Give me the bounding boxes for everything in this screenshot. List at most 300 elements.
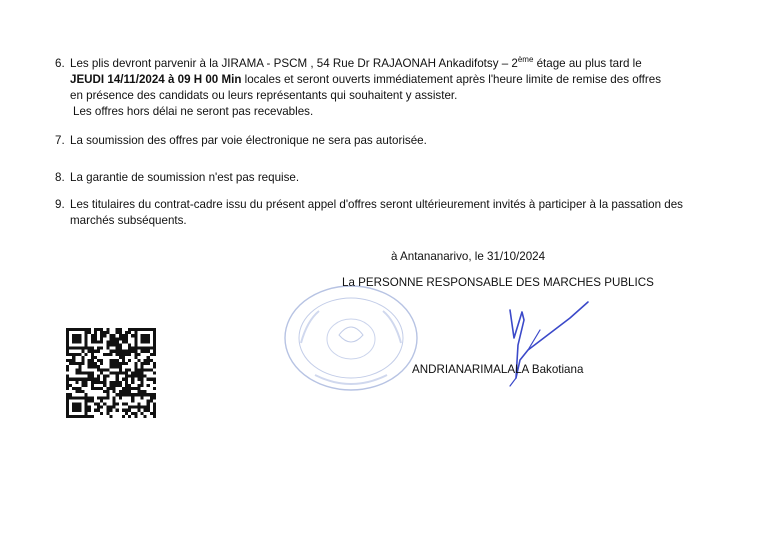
qr-module (100, 334, 103, 337)
qr-module (82, 328, 85, 331)
qr-module (106, 387, 109, 390)
qr-module (150, 347, 153, 350)
qr-module (106, 340, 109, 343)
qr-module (91, 381, 94, 384)
qr-module (153, 393, 156, 396)
qr-module (100, 337, 103, 340)
qr-module (122, 356, 125, 359)
qr-module (116, 328, 119, 331)
qr-module (100, 359, 103, 362)
qr-module (75, 328, 78, 331)
qr-module (131, 387, 134, 390)
qr-module (119, 356, 122, 359)
qr-module (106, 393, 109, 396)
qr-module (144, 337, 147, 340)
item-text: Les titulaires du contrat-cadre issu du présent appel d'offres seront ultérieurement invités à participer à la passation des (70, 198, 683, 211)
qr-module (78, 337, 81, 340)
qr-module (72, 340, 75, 343)
qr-module (113, 340, 116, 343)
qr-module (128, 328, 131, 331)
item-text: La garantie de soumission n'est pas requise. (70, 171, 300, 184)
qr-module (140, 347, 143, 350)
qr-module (140, 350, 143, 353)
qr-module (119, 365, 122, 368)
qr-module (137, 347, 140, 350)
qr-module (66, 381, 69, 384)
qr-module (97, 406, 100, 409)
qr-module (88, 365, 91, 368)
qr-module (125, 331, 128, 334)
qr-module (131, 371, 134, 374)
qr-module (147, 340, 150, 343)
qr-module (109, 409, 112, 412)
qr-module (131, 347, 134, 350)
qr-module (66, 334, 69, 337)
qr-module (91, 362, 94, 365)
qr-module (144, 362, 147, 365)
qr-module (116, 384, 119, 387)
qr-module (66, 375, 69, 378)
qr-module (72, 387, 75, 390)
qr-module (131, 412, 134, 415)
item-number: 7. (55, 134, 65, 147)
qr-module (116, 347, 119, 350)
qr-module (125, 340, 128, 343)
qr-module (116, 365, 119, 368)
qr-module (116, 381, 119, 384)
qr-module (147, 356, 150, 359)
qr-module (72, 334, 75, 337)
qr-module (100, 371, 103, 374)
qr-module (140, 378, 143, 381)
qr-module (106, 353, 109, 356)
qr-module (78, 371, 81, 374)
qr-module (125, 409, 128, 412)
qr-module (122, 371, 125, 374)
qr-module (153, 347, 156, 350)
qr-module (134, 328, 137, 331)
qr-module (125, 378, 128, 381)
qr-module (85, 409, 88, 412)
qr-module (78, 406, 81, 409)
qr-module (122, 415, 125, 418)
qr-module (134, 362, 137, 365)
qr-module (128, 375, 131, 378)
qr-module (153, 378, 156, 381)
qr-module (85, 384, 88, 387)
qr-module (103, 402, 106, 405)
qr-module (66, 399, 69, 402)
qr-module (119, 384, 122, 387)
qr-module (85, 328, 88, 331)
qr-module (134, 337, 137, 340)
qr-module (140, 337, 143, 340)
qr-module (119, 371, 122, 374)
qr-module (106, 396, 109, 399)
qr-module (128, 368, 131, 371)
qr-module (88, 409, 91, 412)
qr-module (125, 384, 128, 387)
qr-module (66, 387, 69, 390)
qr-module (122, 334, 125, 337)
qr-module (82, 350, 85, 353)
item-text: La soumission des offres par voie électronique ne sera pas autorisée. (70, 134, 427, 147)
qr-module (125, 387, 128, 390)
qr-module (78, 415, 81, 418)
qr-module (119, 350, 122, 353)
qr-module (122, 402, 125, 405)
qr-module (94, 387, 97, 390)
qr-module (100, 396, 103, 399)
qr-module (122, 337, 125, 340)
qr-module (85, 331, 88, 334)
qr-module (69, 359, 72, 362)
qr-module (140, 384, 143, 387)
qr-module (128, 331, 131, 334)
qr-module (75, 334, 78, 337)
qr-module (97, 375, 100, 378)
qr-module (82, 384, 85, 387)
qr-module (85, 334, 88, 337)
qr-module (153, 409, 156, 412)
qr-module (66, 368, 69, 371)
qr-module (109, 381, 112, 384)
qr-module (91, 365, 94, 368)
qr-module (147, 347, 150, 350)
qr-module (103, 331, 106, 334)
qr-module (82, 371, 85, 374)
qr-module (140, 368, 143, 371)
qr-module (88, 371, 91, 374)
qr-module (66, 402, 69, 405)
qr-module (100, 406, 103, 409)
qr-module (134, 371, 137, 374)
qr-module (85, 402, 88, 405)
qr-module (137, 359, 140, 362)
qr-module (72, 347, 75, 350)
qr-module (134, 356, 137, 359)
qr-module (113, 365, 116, 368)
qr-module (69, 328, 72, 331)
qr-module (66, 409, 69, 412)
item-number: 9. (55, 198, 65, 211)
qr-module (75, 409, 78, 412)
qr-module (153, 415, 156, 418)
qr-module (106, 406, 109, 409)
qr-module (91, 415, 94, 418)
qr-module (116, 409, 119, 412)
qr-module (113, 337, 116, 340)
qr-module (134, 350, 137, 353)
qr-module (113, 402, 116, 405)
qr-module (94, 409, 97, 412)
qr-module (153, 396, 156, 399)
qr-module (88, 378, 91, 381)
qr-module (78, 365, 81, 368)
qr-module (119, 347, 122, 350)
qr-module (85, 347, 88, 350)
qr-module (91, 396, 94, 399)
qr-module (128, 359, 131, 362)
qr-module (109, 353, 112, 356)
qr-module (116, 353, 119, 356)
qr-module (82, 390, 85, 393)
qr-module (69, 396, 72, 399)
qr-module (131, 406, 134, 409)
qr-module (75, 406, 78, 409)
qr-module (69, 393, 72, 396)
qr-module (134, 344, 137, 347)
qr-module (122, 378, 125, 381)
qr-module (66, 340, 69, 343)
qr-module (69, 347, 72, 350)
qr-module (85, 353, 88, 356)
qr-module (150, 359, 153, 362)
qr-module (88, 347, 91, 350)
qr-module (116, 331, 119, 334)
qr-module (153, 406, 156, 409)
qr-module (72, 353, 75, 356)
qr-module (106, 375, 109, 378)
qr-module (103, 396, 106, 399)
qr-module (128, 344, 131, 347)
qr-module (144, 350, 147, 353)
qr-module (113, 359, 116, 362)
qr-module (97, 396, 100, 399)
qr-module (82, 359, 85, 362)
qr-module (140, 381, 143, 384)
qr-module (131, 375, 134, 378)
qr-module (66, 359, 69, 362)
qr-module (97, 350, 100, 353)
qr-module (85, 337, 88, 340)
qr-module (66, 353, 69, 356)
qr-module (140, 396, 143, 399)
qr-module (100, 340, 103, 343)
qr-module (147, 393, 150, 396)
qr-module (106, 368, 109, 371)
qr-module (134, 365, 137, 368)
qr-module (85, 371, 88, 374)
qr-module (109, 384, 112, 387)
qr-module (85, 399, 88, 402)
qr-module (125, 371, 128, 374)
qr-module (106, 412, 109, 415)
qr-module (100, 347, 103, 350)
qr-module (137, 406, 140, 409)
qr-module (134, 368, 137, 371)
qr-module (119, 337, 122, 340)
item-text: marchés subséquents. (70, 214, 187, 227)
qr-module (72, 406, 75, 409)
qr-module (128, 350, 131, 353)
qr-module (153, 340, 156, 343)
qr-module (144, 340, 147, 343)
qr-module (72, 378, 75, 381)
qr-module (75, 415, 78, 418)
qr-module (82, 378, 85, 381)
qr-module (137, 368, 140, 371)
signatory-role: La PERSONNE RESPONSABLE DES MARCHES PUBLICS (342, 276, 654, 289)
item-7 (55, 133, 427, 149)
qr-module (137, 409, 140, 412)
qr-module (78, 347, 81, 350)
qr-module (88, 415, 91, 418)
qr-module (125, 390, 128, 393)
qr-module (100, 368, 103, 371)
qr-module (97, 340, 100, 343)
qr-module (91, 387, 94, 390)
qr-module (72, 337, 75, 340)
qr-module (113, 384, 116, 387)
qr-module (78, 396, 81, 399)
qr-module (78, 378, 81, 381)
qr-module (91, 378, 94, 381)
qr-module (97, 328, 100, 331)
qr-module (109, 359, 112, 362)
qr-module (78, 340, 81, 343)
qr-module (131, 399, 134, 402)
qr-module (144, 347, 147, 350)
item-number: 6. (55, 57, 65, 70)
qr-module (75, 402, 78, 405)
qr-module (134, 393, 137, 396)
qr-module (109, 415, 112, 418)
qr-module (140, 334, 143, 337)
qr-module (97, 368, 100, 371)
qr-module (94, 356, 97, 359)
qr-module (72, 356, 75, 359)
qr-module (100, 412, 103, 415)
qr-module (66, 331, 69, 334)
qr-module (72, 362, 75, 365)
qr-module (91, 334, 94, 337)
qr-module (66, 415, 69, 418)
qr-module (103, 384, 106, 387)
qr-module (147, 337, 150, 340)
qr-module (119, 396, 122, 399)
qr-module (153, 387, 156, 390)
qr-module (150, 353, 153, 356)
qr-module (122, 340, 125, 343)
qr-module (91, 353, 94, 356)
qr-module (153, 412, 156, 415)
qr-module (116, 359, 119, 362)
qr-module (125, 375, 128, 378)
qr-module (109, 406, 112, 409)
qr-module (94, 350, 97, 353)
qr-module (137, 353, 140, 356)
qr-module (85, 396, 88, 399)
qr-module (128, 387, 131, 390)
qr-module (82, 356, 85, 359)
qr-module (116, 340, 119, 343)
qr-module (147, 350, 150, 353)
qr-module (153, 328, 156, 331)
qr-module (144, 368, 147, 371)
qr-module (94, 340, 97, 343)
qr-module (116, 337, 119, 340)
qr-module (66, 384, 69, 387)
qr-module (91, 371, 94, 374)
qr-module (134, 406, 137, 409)
qr-module (153, 344, 156, 347)
item-text: Les offres hors délai ne seront pas recevables. (73, 105, 314, 118)
qr-module (106, 347, 109, 350)
qr-module (150, 396, 153, 399)
qr-module (153, 371, 156, 374)
qr-module (134, 340, 137, 343)
qr-module (119, 390, 122, 393)
qr-module (97, 409, 100, 412)
qr-module (150, 368, 153, 371)
qr-module (113, 390, 116, 393)
qr-module (140, 393, 143, 396)
qr-module (66, 406, 69, 409)
qr-module (100, 381, 103, 384)
qr-module (91, 359, 94, 362)
qr-module (150, 328, 153, 331)
qr-module (75, 362, 78, 365)
place-and-date: à Antananarivo, le 31/10/2024 (391, 250, 546, 263)
qr-module (131, 328, 134, 331)
qr-module (119, 368, 122, 371)
qr-module (116, 378, 119, 381)
qr-module (128, 415, 131, 418)
qr-module (122, 353, 125, 356)
qr-module (113, 334, 116, 337)
qr-module (153, 402, 156, 405)
qr-module (66, 337, 69, 340)
qr-module (85, 381, 88, 384)
qr-module (147, 378, 150, 381)
superscript: ème (517, 55, 534, 65)
qr-module (140, 328, 143, 331)
qr-module (109, 350, 112, 353)
qr-module (134, 331, 137, 334)
qr-module (128, 384, 131, 387)
qr-module (125, 337, 128, 340)
qr-module (78, 409, 81, 412)
qr-module (78, 328, 81, 331)
qr-module (128, 406, 131, 409)
qr-module (82, 396, 85, 399)
qr-module (113, 344, 116, 347)
qr-module (88, 396, 91, 399)
item-6: 6. Les plis devront parvenir à la JIRAMA - PSCM , 54 Rue Dr RAJAONAH Ankadifotsy – 2ème étage au plus tard le JEUDI 14/11/2024 à 09 H 00 Min locales et seront ouverts immédiatement après l'heure limite de remise des offres en présence des candidats ou leurs représentants qui souhaitent y assister. Les offres hors délai ne seront pas recevables. (55, 55, 662, 118)
qr-module (91, 399, 94, 402)
qr-module (85, 393, 88, 396)
qr-module (97, 365, 100, 368)
qr-module (75, 381, 78, 384)
qr-module (150, 393, 153, 396)
qr-module (131, 350, 134, 353)
qr-module (153, 381, 156, 384)
qr-module (147, 359, 150, 362)
qr-module (144, 393, 147, 396)
qr-module (66, 347, 69, 350)
qr-module (100, 331, 103, 334)
qr-module (137, 328, 140, 331)
qr-module (78, 390, 81, 393)
qr-module (116, 393, 119, 396)
qr-module (85, 378, 88, 381)
qr-module (91, 347, 94, 350)
qr-module (144, 359, 147, 362)
qr-module (109, 344, 112, 347)
qr-module (94, 337, 97, 340)
qr-module (97, 378, 100, 381)
